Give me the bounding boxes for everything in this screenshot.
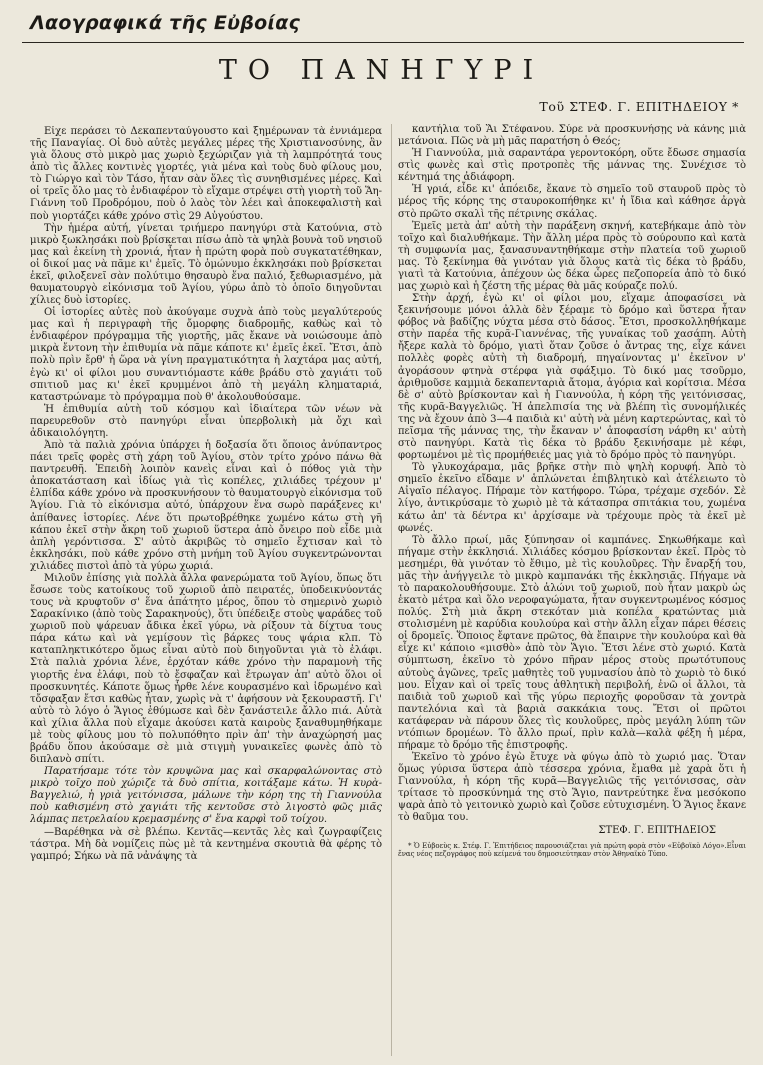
left-column: [30, 126, 382, 1056]
paragraph: Μιλοῦν ἐπίσης γιὰ πολλὰ ἄλλα φανερώματα τοῦ Ἁγίου, ὅπως ὅτι ἔσωσε τοὺς κατοίκους τοῦ χωριοῦ ἀπὸ πειρατές, ὑποδεικνύοντάς τους νὰ κρυφτοῦν σ' ἕνα ἀπάτητο μέρος, ὅπου τὸ σημερινὸ χωριὸ Σαρακίνικο (ἀπὸ τοὺς Σαρακηνούς), ὅτι ὑπέδειξε στοὺς ψαράδες τοῦ χωριοῦ ποὺ ψάρευαν ἄδικα ἐκεῖ γύρω, νὰ ρίξουν τὰ δίχτυα τους πάρα κάτω καὶ νὰ γεμίσουν τὶς βάρκες τους ψάρια κλπ. Τὸ καταπληκτικότερο ὅμως εἶναι αὐτὸ ποὺ διηγοῦνται γιὰ τὸ ἐλάφι. Στὰ παλιὰ χρόνια λένε, ἐρχόταν κάθε χρόνο τὴν παραμονὴ τῆς γιορτῆς ἐνα ἐλάφι, ποὺ τὸ ἔσφαζαν καὶ ἔτρωγαν ἀπ' αὐτὸ ὅλοι οἱ προσκυνητές. Κάποτε ὅμως ἦρθε λένε κουρασμένο καὶ ἱδρωμένο καὶ τὄσφαξαν ἔτσι καθὼς ἦταν, χωρὶς νὰ τ' ἀφήσουν νὰ ξεκουραστῆ. Γι' αὐτὸ τὸ λόγο ὁ Ἅγιος ἐθύμωσε καὶ δὲν ξανάστειλε ἄλλο πιά. Αὐτὰ καὶ χίλια ἄλλα ποὺ εἴχαμε ἀκούσει κατὰ καιροὺς ξαναθυμηθήκαμε μὲ τοὺς φίλους μου τὸ πολυπόθητο πρὶν ἀπ' τὴν ἀναχώρησή μας βράδυ ὅπου ἀκούσαμε σὲ μιὰ στιγμὴ γυναικεῖες φωνὲς ἀπὸ τὸ διπλανὸ σπίτι.: [30, 572, 382, 766]
header-rule-top: [22, 42, 744, 43]
paragraph: Ἡ Γιαννούλα, μιὰ σαραντάρα γεροντοκόρη, οὔτε ἔδωσε σημασία στὶς φωνὲς καὶ στὶς προτροπὲς τῆς μάννας της. Συνέχισε τὸ κέντημά της ἀδιάφορη.: [398, 148, 746, 184]
paragraph: καντήλια τοῦ Ἅι Στέφανου. Σύρε νὰ προσκυνήσῃς νὰ κάνης μιὰ μετάνοια. Πῶς νὰ μὴ μᾶς παρατήση ὁ Θεός;: [398, 124, 746, 148]
paragraph: Τὸ ἄλλο πρωί, μᾶς ξύπνησαν οἱ καμπάνες. Σηκωθήκαμε καὶ πήγαμε στὴν ἐκκλησιά. Χιλιάδες κόσμου βρίσκονταν ἐκεῖ. Πρὸς τὸ μεσημέρι, θὰ γινόταν τὸ ἔθιμο, μὲ τὶς κουλοῦρες. Τὴν ἔναρξή του, μᾶς τὴν ἀνήγγειλε τὸ μικρὸ καμπανάκι τῆς ἐκκλησιᾶς. Πήγαμε νὰ τὸ παρακολουθήσουμε. Στὸ ἁλώνι τοῦ χωριοῦ, ποὺ ἦταν μακρὺ ὡς ἑκατὸ μέτρα καὶ ὅλο νεροφαγώματα, ἦταν συγκεντρωμένος κόσμος πολύς. Στὴ μιὰ ἄκρη στεκόταν μιὰ κοπέλα κρατώντας μιὰ στολισμένη μὲ καρύδια κουλούρα καὶ στὴν ἄλλη εἶχαν πάρει θέσεις οἱ δρομεῖς. Ὅποιος ἔφτανε πρῶτος, θὰ ἔπαιρνε τὴν κουλούρα καὶ θὰ εἶχε κι' κάποιο «μισθὸ» ἀπὸ τὸν Ἅγιο. Ἔτσι λένε στὸ χωριό. Κατὰ σύμπτωση, ἐκεῖνο τὸ χρόνο πῆραν μέρος στοὺς πρωτότυπους αὐτοὺς ἀγῶνες, τρεῖς μαθητὲς τοῦ γυμνασίου ἀπὸ τὸ χωριὸ τὸ δικό μου. Εἶχαν καὶ οἱ τρεῖς τους ἀθλητικὴ περιβολή, ἐνῶ οἱ ἄλλοι, τὰ παιδιὰ τοῦ χωριοῦ καὶ τῆς γύρω περιοχῆς φοροῦσαν τὰ χοντρὰ παντελόνια καὶ τὰ βαριὰ σακκάκια τους. Ἔτσι οἱ πρῶτοι κατάφεραν νὰ πάρουν ὅλες τὶς κουλοῦρες, πρὸς μεγάλη λύπη τῶν ντόπιων δρομέων. Τὸ ἄλλο πρωί, πρὶν καλὰ—καλὰ φέξη ἡ μέρα, πήραμε τὸ δρόμο τῆς ἐπιστροφῆς.: [398, 534, 746, 751]
paragraph: Τὴν ἡμέρα αὐτή, γίνεται τριήμερο πανηγύρι στὰ Κατούνια, στὸ μικρὸ ξωκλησάκι ποὺ βρίσκεται πίσω ἀπὸ τὰ ψηλὰ βουνὰ τοῦ νησιοῦ μας καὶ ἐκείνη τὴ χρονιά, ἦταν ἡ πρώτη φορὰ ποὺ συγκατατέθηκαν, οἱ δικοί μας νὰ πᾶμε κι' ἐμεῖς. Τὸ ὁμώνυμο ἐκκλησάκι ποὺ βρίσκεται ἐκεῖ, φιλοξενεῖ σὰν πολύτιμο θησαυρὸ ἕνα παλιό, ξεθωριασμένο, μὰ θαυματουργὸ εἰκόνισμα τοῦ Ἁγίου, γύρω ἀπὸ τὸ ὁποῖο διηγοῦνται χίλιες δυὸ ἱστορίες.: [30, 222, 382, 307]
author-signature: ΣΤΕΦ. Γ. ΕΠΙΤΗΔΕΙΟΣ: [598, 824, 716, 836]
paragraph: Στὴν ἀρχή, ἐγὼ κι' οἱ φίλοι μου, εἴχαμε ἀποφασίσει νὰ ξεκινήσουμε μόνοι ἀλλὰ δὲν ξέραμε τὸ δρόμο καὶ ὕστερα ἦταν φόβος νὰ βαδίζης νύχτα μέσα στὸ δάσος. Ἔτσι, προσκολληθήκαμε στὴν παρέα τῆς κυρᾶ-Γιαννένας, τῆς γυναίκας τοῦ χασάπη. Αὐτὴ ἤξερε καλὰ τὸ δρόμο, γιατὶ ὅταν ζοῦσε ὁ ἄντρας της, εἶχε κάνει πολλὲς φορὲς αὐτὴ τὴ διαδρομή, πηγαίνοντας μ' ἐκεῖνον ν' ἀγοράσουν φτηνὰ στέρφα γιὰ σφάξιμο. Τὸ δικό μας τσοῦρμο, ἀριθμοῦσε καμμιὰ δεκαπενταριὰ ἄτομα, ἀγόρια καὶ κορίτσια. Μέσα δὲ σ' αὐτὸ βρίσκονταν καὶ ἡ Γιαννούλα, ἡ κόρη τῆς γειτόνισσας, τῆς κυρᾶ-Βαγγελιῶς. Ἡ ἀπελπισία της νὰ βλέπη τὶς συνομήλικές της νὰ ἔχουν ἀπὸ 3—4 παιδιὰ κι' αὐτὴ νὰ μένη καρτερώντας, καὶ τὸ πεῖσμα τῆς μάννας της, τὴν ἔκαναν ν' ἀποφασίση νάρθη κι' αὐτὴ στὸ πανηγύρι. Κατὰ τὶς δέκα τὸ βράδυ ξεκινήσαμε μὲ κέφι, φορτωμένοι μὲ τὶς προμήθειές μας γιὰ τὸ δρόμο πρὸς τὸ πανηγύρι.: [398, 293, 746, 462]
author-byline: Τοῦ ΣΤΕΦ. Γ. ΕΠΙΤΗΔΕΙΟΥ *: [539, 99, 739, 114]
paragraph: Ἡ γριά, εἶδε κι' ἀπόειδε, ἔκανε τὸ σημεῖο τοῦ σταυροῦ πρὸς τὸ μέρος τῆς κόρης της σταυροκοπήθηκε κι' ἡ ἴδια καὶ κάθησε ἀργὰ στὸ πρῶτο σκαλὶ τῆς πέτρινης σκάλας.: [398, 184, 746, 220]
paragraph: Παρατήσαμε τότε τὸν κρυψῶνα μας καὶ σκαρφαλώνοντας στὸ μικρὸ τοῖχο ποὺ χώριζε τὰ δυὸ σπίτια, κοιτάξαμε κάτω. Ἡ κυρὰ-Βαγγελιώ, ἡ γριὰ γειτόνισσα, μάλωνε τὴν κόρη της τὴ Γιαννούλα ποὺ καθισμένη στὸ χαγιάτι τῆς κεντοῦσε στὸ λιγοστὸ φῶς μιᾶς λάμπας πετρελαίου κρεμασμένης σ' ἕνα καρφὶ τοῦ τοίχου.: [30, 766, 382, 826]
paragraph: —Βαρέθηκα νὰ σὲ βλέπω. Κεντᾶς—κεντᾶς λὲς καὶ ζωγραφίζεις τάστρα. Μὴ δὰ νομίζεις πὼς μὲ τὰ κεντημένα σκουτιὰ θὰ φέρης τὸ γαμπρό; Σήκω νὰ πᾶ νἀνάψης τὰ: [30, 826, 382, 862]
paragraph: Ἡ ἐπιθυμία αὐτὴ τοῦ κόσμου καὶ ἰδιαίτερα τῶν νέων νὰ παρευρεθοῦν στὸ πανηγύρι εἶναι ὑπερβολικὴ μὰ ὄχι καὶ ἀδικαιολόγητη.: [30, 403, 382, 439]
paragraph: Ἐμεῖς μετὰ ἀπ' αὐτὴ τὴν παράξενη σκηνή, κατεβήκαμε ἀπὸ τὸν τοῖχο καὶ διαλυθήκαμε. Τὴν ἄλλη μέρα πρὸς τὸ σούρουπο καὶ κατὰ τὴ συμφωνία μας, ξανασυναντηθήκαμε στὴν πλατεία τοῦ χωριοῦ μας. Τὸ ξεκίνημα θὰ γινόταν γιὰ ὅλους κατὰ τὶς δέκα τὸ βράδυ, γιατὶ τὰ Κατούνια, ἀπέχουν ὡς δέκα ὧρες πεζοπορεία ἀπὸ τὸ δικό μας χωριὸ καὶ ἡ ζέστη τῆς μέρας θὰ μᾶς κούραζε πολύ.: [398, 220, 746, 293]
footnote: * Ὁ Εὐβοεὺς κ. Στέφ. Γ. Ἐπιτήδειος παρουσιάζεται γιὰ πρώτη φορὰ στὸν «Εὐβοϊκὸ Λόγο».Εἶναι ἕνας νέος πεζογράφος ποὺ κείμενά του δημοσιεύτηκαν στὸν Ἀθηναϊκὸ Τύπο.: [398, 841, 746, 859]
paragraph: Εἶχε περάσει τὸ Δεκαπενταύγουστο καὶ ξημέρωναν τὰ ἐννιάμερα τῆς Παναγίας. Οἱ δυὸ αὐτὲς μεγάλες μέρες τῆς Χριστιανοσύνης, ἂν γιὰ ὅλους στὸ μικρὸ μας χωριὸ ξεχώριζαν γιὰ τὴ λαμπρότητά τους ἀπὸ τὶς ἄλλες κοντινὲς γιορτές, γιὰ μένα καὶ τοὺς δυὸ φίλους μου, τὸ Γιώργο καὶ τὸν Τάσο, ἦταν σὰν ὅλες τὶς συνηθισμένες μέρες. Καὶ οἱ τρεῖς ὅλο μας τὸ ἐνδιαφέρον τὸ εἴχαμε στρέψει στὴ γιορτὴ τοῦ Ἅη-Γιάννη τοῦ Προδρόμου, ποὺ ὁ λαὸς τὸν λέει καὶ ἀποκεφαλιστὴ καὶ ποὺ γιορτάζει κάθε χρόνο στὶς 29 Αὐγούστου.: [30, 126, 382, 222]
paragraph: Τὸ γλυκοχάραμα, μᾶς βρῆκε στὴν πιὸ ψηλὴ κορυφή. Ἀπὸ τὸ σημεῖο ἐκεῖνο εἴδαμε ν' ἁπλώνεται ἐπιβλητικὸ καὶ ἀτέλειωτο τὸ Αἰγαῖο πέλαγος. Πήραμε τὸν κατήφορο. Τώρα, τρέχαμε σχεδόν. Σὲ λίγο, ἀντικρύσαμε τὸ χωριὸ μὲ τὰ κάτασπρα σπιτάκια του, χωμένα κάτω ἀπ' τὰ δέντρα κι' ἀρχίσαμε νὰ τρέχουμε πρὸς τὰ ἐκεῖ μὲ φωνές.: [398, 462, 746, 534]
column-divider: [391, 124, 392, 1056]
right-column: [398, 124, 746, 1054]
paragraph: Ἐκεῖνο τὸ χρόνο ἐγὼ ἔτυχε νὰ φύγω ἀπὸ τὸ χωριό μας. Ὅταν ὅμως γύρισα ὕστερα ἀπὸ τέσσερα χρόνια, ἔμαθα μὲ χαρὰ ὅτι ἡ Γιαννούλα, ἡ κόρη τῆς κυρᾶ—Βαγγελιῶς τῆς γειτόνισσας, σὰν τρίτασε τὸ προσκύνημά της στὸ Ἅγιο, παντρεύτηκε ἕνα μεσόκοπο ψαρὰ ἀπὸ τὸ γειτονικὸ χωριὸ καὶ ζοῦσε εὐτυχισμένη. Ὁ Ἅγιος ἔκανε τὸ θαῦμα του.: [398, 752, 746, 824]
article-title: ΤΟ ΠΑΝΗΓΥΡΙ: [218, 55, 545, 86]
series-title: Λαογραφικά τῆς Εὐβοίας: [30, 12, 301, 34]
paragraph: Ἀπὸ τὰ παλιὰ χρόνια ὑπάρχει ἡ δοξασία ὅτι ὅποιος ἀνύπαντρος πάει τρεῖς φορὲς στὴ χάρη τοῦ Ἁγίου, στὸν τρίτο χρόνο πάνω θὰ παντρευθῆ. Ἐπειδὴ λοιπὸν κανεὶς εἶναι καὶ ὁ πόθος γιὰ τὴν ἀποκατάσταση καὶ ἰδίως γιὰ τὶς κοπέλες, χιλιάδες τρέχουν μ' ἐλπίδα κάθε χρόνο νὰ προσκυνήσουν τὸ θαυματουργὸ εἰκόνισμα τοῦ Ἁγίου. Γιὰ τὸ εἰκόνισμα αὐτό, ὑπάρχουν ἕνα σωρὸ παράξενες κι' ἀπίθανες ἱστορίες. Λένε ὅτι πρωτοβρέθηκε χωμένο κάτω στὴ γῆ κάπου ἐκεῖ στὴν ἄκρη τοῦ χωριοῦ ὕστερα ἀπὸ ὄνειρο ποὺ εἶδε μιὰ ἁπλὴ γερόντισσα. Σ' αὐτὸ ἀκριβῶς τὸ σημεῖο ἔχτισαν καὶ τὸ ἐκκλησάκι, ποὺ κάθε χρόνο στὴ μνήμη τοῦ Ἁγίου συγκεντρώνονται χιλιάδες πιστοὶ ἀπὸ τὰ γύρω χωριά.: [30, 440, 382, 572]
paragraph: Οἱ ἱστορίες αὐτὲς ποὺ ἀκούγαμε συχνὰ ἀπὸ τοὺς μεγαλύτερούς μας καὶ ἡ περιγραφὴ τῆς ὄμορφης διαδρομῆς, καθὼς καὶ τὸ ἐνδιαφέρον πρόγραμμα τῆς γιορτῆς, μᾶς ἔκανε νὰ νοιώσουμε ἀπὸ μικρὰ ἔντονη τὴν ἐπιθυμία νὰ πᾶμε κάποτε κι' ἐμεῖς ἐκεῖ. Ἔτσι, ἀπὸ πολὺ πρὶν ἔρθ' ἡ ὥρα νὰ γίνη πραγματικότητα ἡ λαχτάρα μας αὐτή, ἐγὼ κι' οἱ φίλοι μου συναντιόμαστε κάθε βράδυ στὸ χαγιάτι τοῦ σπιτιοῦ μας κι' ἐκεῖ κρυμμένοι ἀπὸ τὴ μεγάλη κληματαριά, καταστρώναμε τὸ πρόγραμμα ποὺ θ' ἀκολουθούσαμε.: [30, 307, 382, 403]
